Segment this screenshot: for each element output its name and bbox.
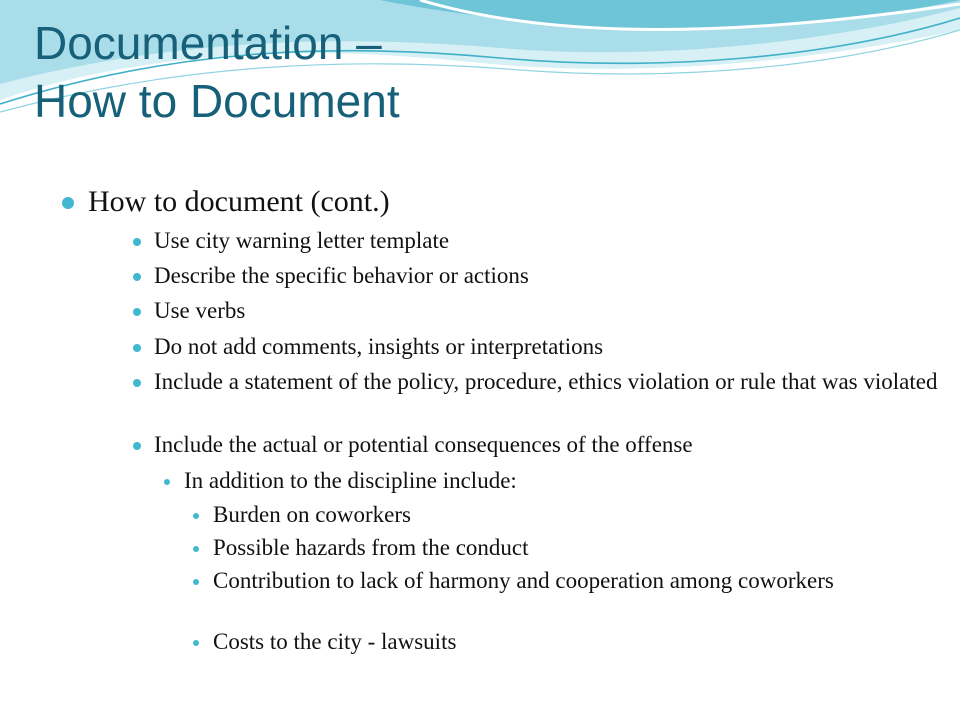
list-item [154, 228, 954, 254]
bullet-dot-icon [193, 546, 199, 552]
list-item [154, 298, 954, 324]
sub-sub-list-item [213, 568, 933, 594]
bullet-dot-icon [193, 513, 199, 519]
sub-sub-list-item-text: Possible hazards from the conduct [213, 535, 529, 560]
bullet-dot-icon [193, 640, 199, 646]
list-item [154, 334, 954, 360]
title-line-2: How to Document [34, 75, 400, 127]
bullet-dot-icon [133, 379, 141, 387]
slide-title [34, 14, 400, 130]
sub-sub-list-item [213, 502, 933, 528]
list-item [154, 369, 954, 395]
list-item-text: Use city warning letter template [154, 228, 450, 253]
list-item-text: Do not add comments, insights or interpretations [154, 334, 604, 359]
title-line-1: Documentation – [34, 17, 382, 69]
sub-sub-list-item [213, 629, 933, 655]
sub-list-item-text: In addition to the discipline include: [184, 468, 517, 493]
bullet-heading [88, 185, 390, 219]
list-item [154, 432, 954, 458]
list-item-text: Include the actual or potential consequences of the offense [154, 432, 693, 457]
bullet-dot-icon [62, 197, 74, 209]
heading-text: How to document (cont.) [88, 185, 390, 218]
bullet-dot-icon [133, 238, 141, 246]
sub-sub-list-item-text: Costs to the city - lawsuits [213, 629, 457, 654]
bullet-dot-icon [133, 344, 141, 352]
bullet-dot-icon [133, 442, 141, 450]
list-item-text: Describe the specific behavior or actions [154, 263, 529, 288]
sub-list-item [184, 468, 517, 494]
list-item-text: Use verbs [154, 298, 246, 323]
bullet-dot-icon [164, 479, 170, 485]
sub-sub-list-item [213, 535, 933, 561]
list-item [154, 263, 954, 289]
sub-sub-list-item-text: Burden on coworkers [213, 502, 412, 527]
list-item-text: Include a statement of the policy, procedure, ethics violation or rule that was violated [154, 369, 938, 394]
bullet-dot-icon [133, 308, 141, 316]
sub-sub-list-item-text: Contribution to lack of harmony and cooperation among coworkers [213, 568, 834, 593]
bullet-dot-icon [193, 579, 199, 585]
bullet-dot-icon [133, 273, 141, 281]
